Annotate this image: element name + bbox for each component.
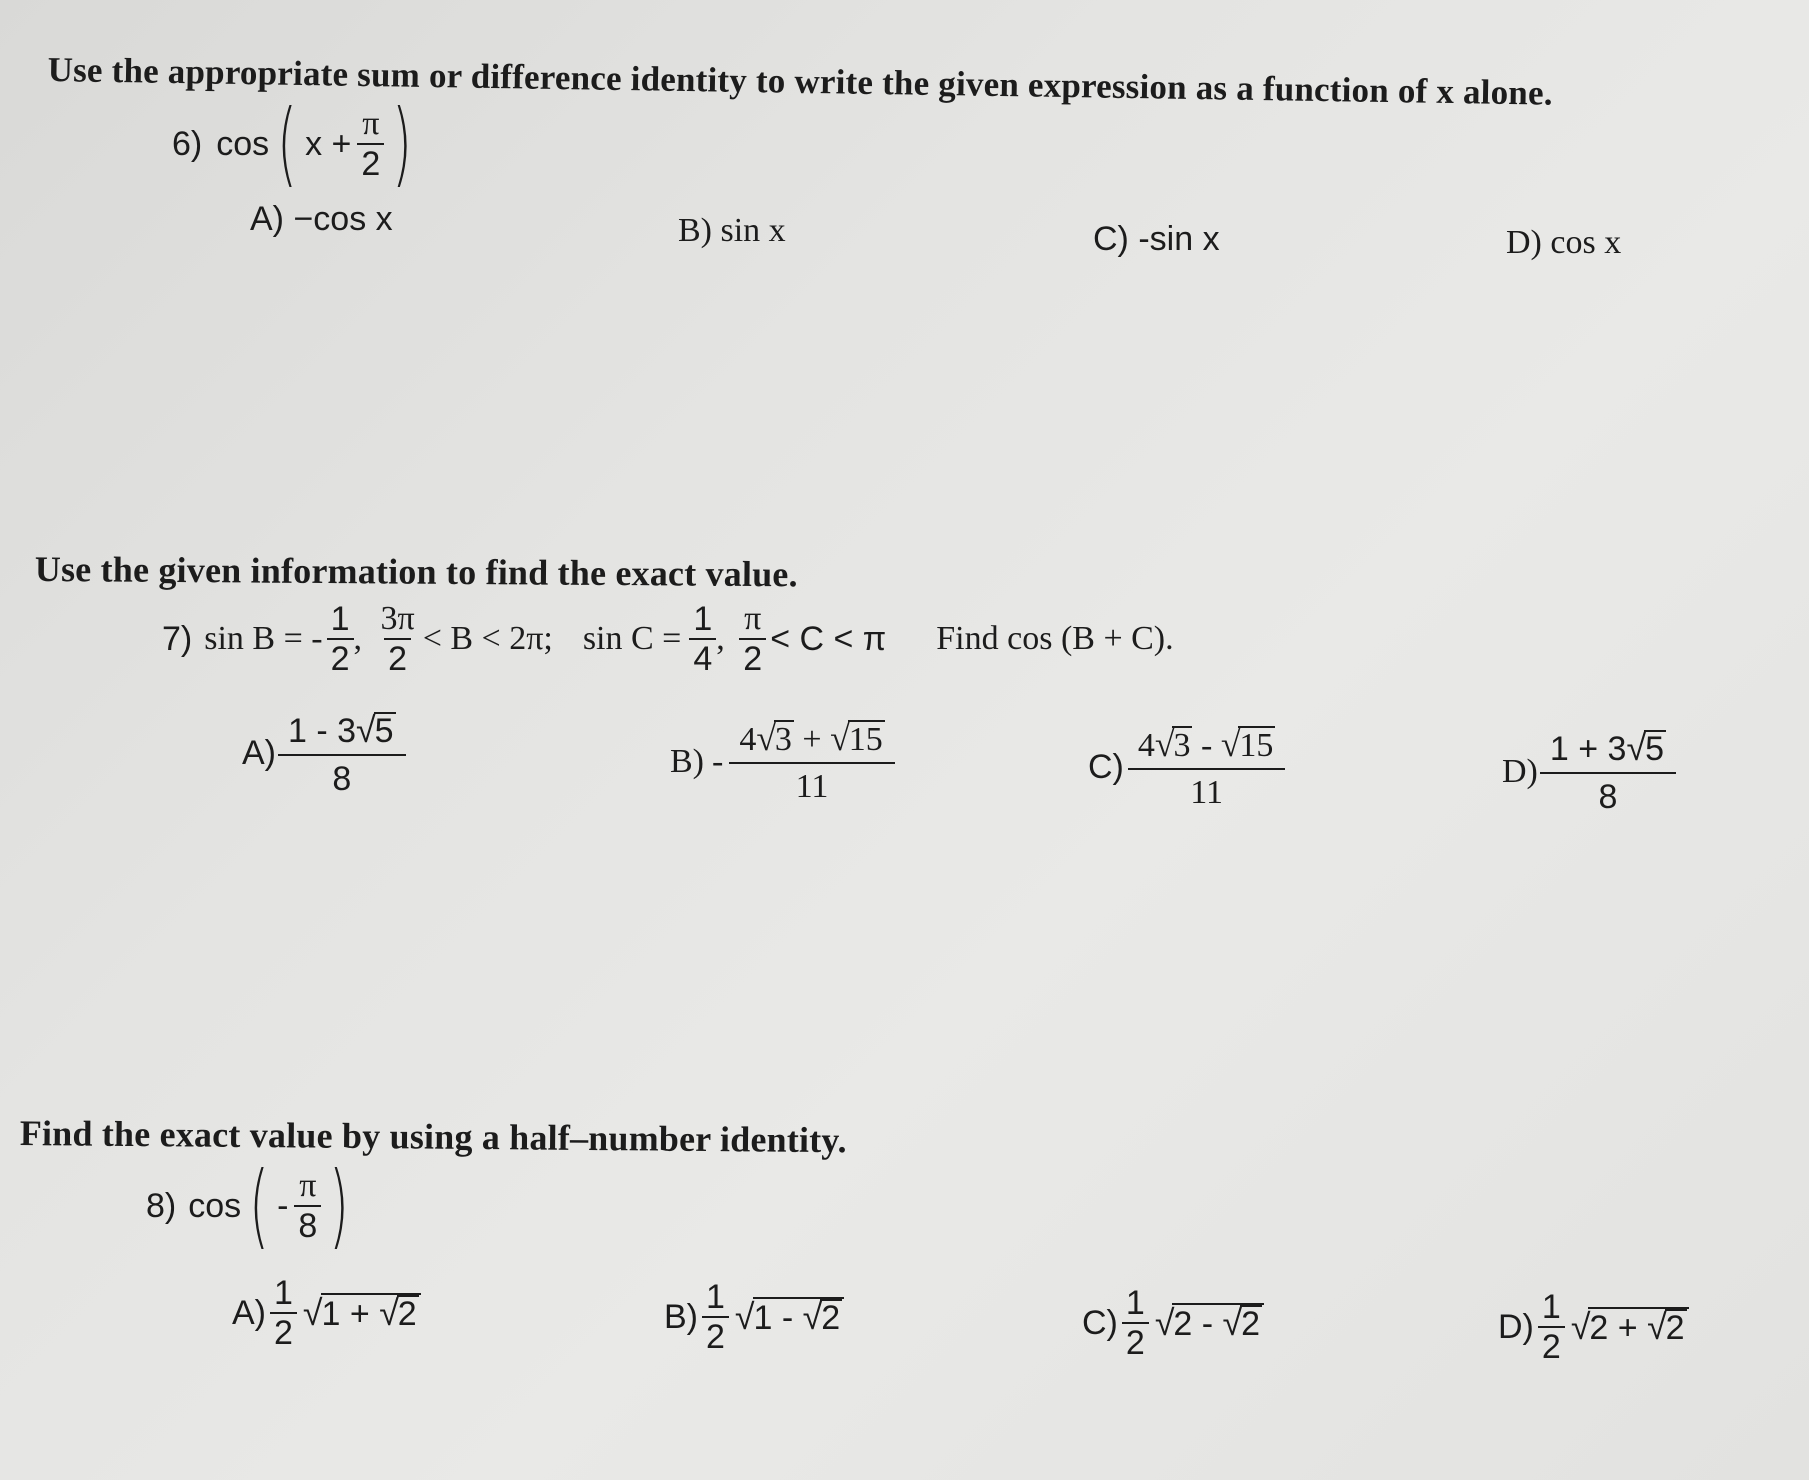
choice-8b[interactable]: B) $\frac{1}{2}$ √ 1 - √2 [664, 1280, 844, 1354]
question-8: 8) cos ( - $\frac{\pi}{8}$ ) [146, 1152, 350, 1259]
frac-3pi-2: $\frac{3\pi}{2}$ [380, 600, 415, 678]
choice-6b[interactable]: B) sin x [678, 212, 786, 249]
question-number: 6) [172, 124, 203, 163]
cos-func: cos [216, 124, 270, 163]
choice-7b[interactable]: B) - $\frac{4√3 + √15}{11}$ [670, 720, 891, 804]
left-paren: ( [277, 90, 297, 197]
choice-6d[interactable]: D) cos x [1506, 224, 1622, 261]
choice-6a[interactable]: A) −cos x [250, 200, 393, 238]
choice-8a[interactable]: A) $\frac{1}{2}$ √ 1 + √2 [232, 1276, 421, 1350]
pi-over-2: $\frac{\pi}{2}$ [357, 107, 384, 181]
choice-8d[interactable]: D) $\frac{1}{2}$ √ 2 + √2 [1498, 1290, 1689, 1364]
pi-over-8: $\frac{\pi}{8}$ [294, 1169, 321, 1243]
question-6 [172, 90, 420, 197]
choice-8c[interactable]: C) $\frac{1}{2}$ √ 2 - √2 [1082, 1286, 1264, 1360]
choice-7a[interactable]: A) $\frac{1 - 3√5}{8}$ [242, 712, 402, 796]
section-6-heading: Use the appropriate sum or difference identity to write the given expression as a function of x alone. [47, 50, 1554, 113]
choice-7d[interactable]: D) $\frac{1 + 3√5}{8}$ [1502, 730, 1672, 814]
right-paren: ) [392, 90, 413, 197]
choice-6c[interactable]: C) -sin x [1093, 220, 1220, 258]
choice-7c[interactable]: C) $\frac{4√3 - √15}{11}$ [1088, 726, 1281, 810]
section-8-heading: Find the exact value by using a half–number identity. [19, 1113, 848, 1161]
frac-1-2: $\frac{1}{2}$ [327, 602, 354, 676]
question-7: 7) sin B = - $\frac{1}{2}$ , $\frac{3\pi}{2}$ < B < 2π; sin C = $\frac{1}{4}$ , $\frac{\pi}{2}$ < C < π Find cos (B + C). [162, 600, 1174, 678]
section-7-heading: Use the given information to find the exact value. [34, 549, 798, 595]
frac-1-4: $\frac{1}{4}$ [689, 602, 716, 676]
frac-pi-2: $\frac{\pi}{2}$ [739, 602, 766, 676]
inner-expr: x + [305, 124, 352, 163]
